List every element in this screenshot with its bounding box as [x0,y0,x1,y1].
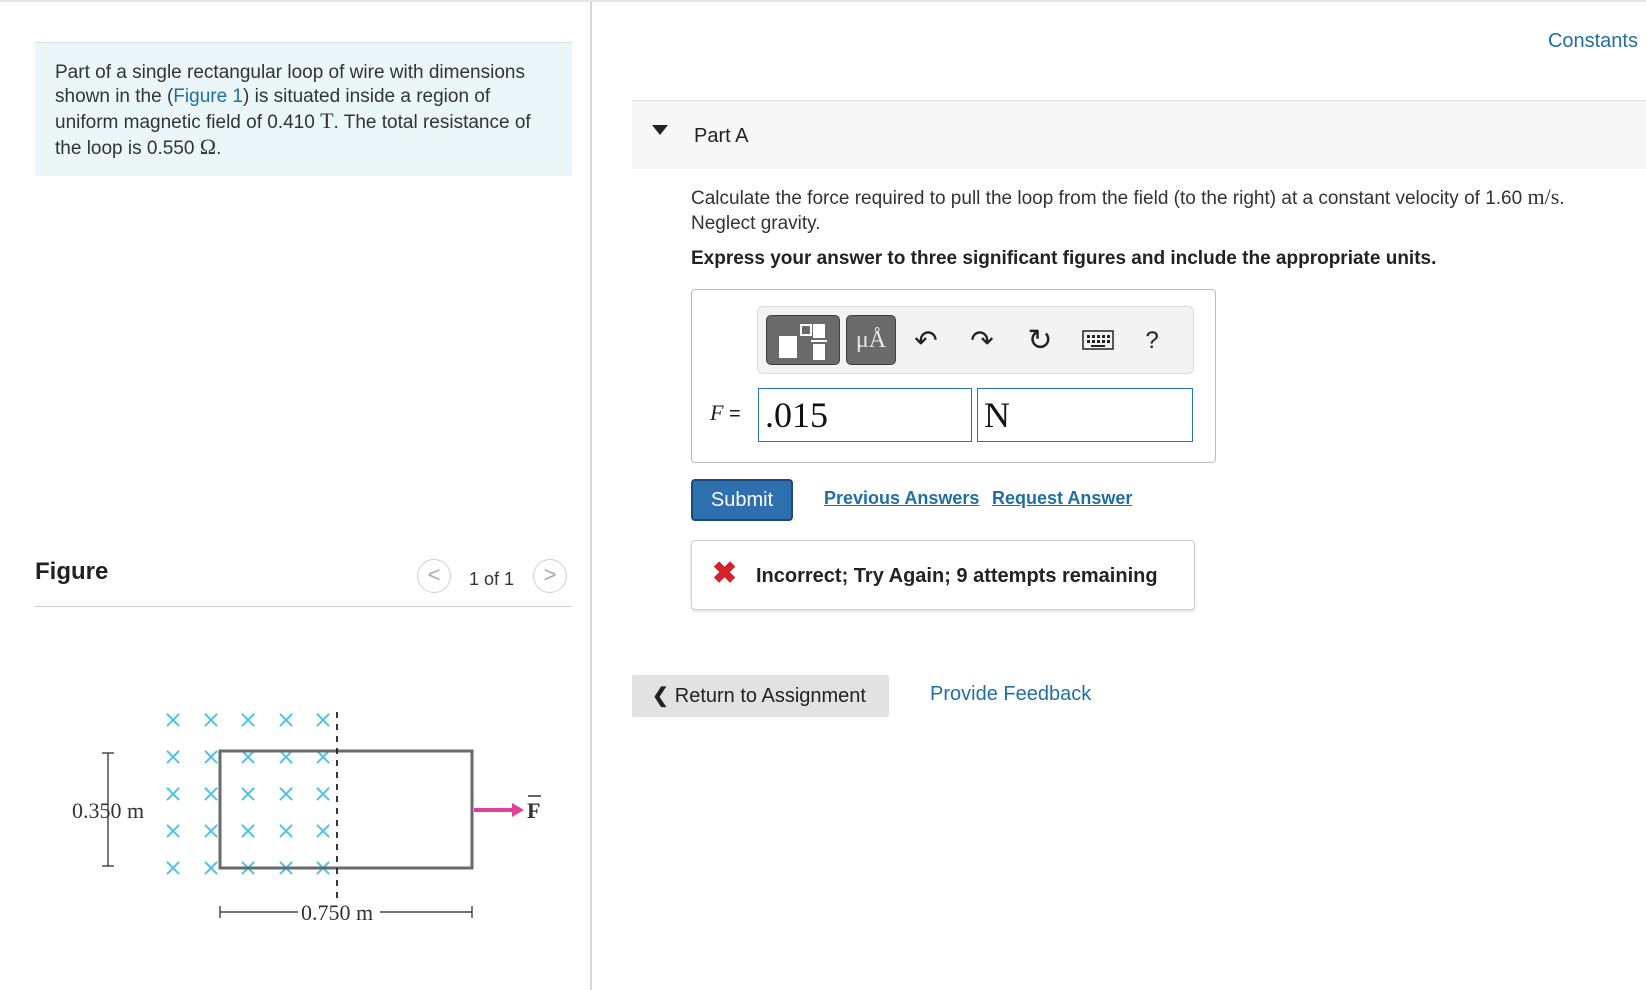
question-text [691,184,1631,236]
field-mark: × [238,853,259,882]
force-arrow-head [512,803,524,817]
field-mark: × [201,742,222,771]
problem-text [55,61,552,161]
width-label: 0.750 m [301,900,374,925]
answer-instruction: Express your answer to three significant figures and include the appropriate units. [691,248,1437,269]
template-block-icon [779,336,797,358]
height-label: 0.350 m [72,798,145,823]
answer-variable: F [710,400,724,425]
question-text-part: . Neglect gravity. [691,188,1565,234]
figure-title: Figure [35,558,109,585]
undo-icon[interactable]: ↶ [914,325,938,356]
answer-variable-label [710,400,741,426]
collapse-triangle-icon[interactable] [652,125,668,135]
question-text-part: Calculate the force required to pull the loop from the field (to the right) at a constant velocity of 1.60 [691,188,1528,209]
answer-box [691,289,1216,463]
answer-value-input[interactable] [758,388,972,442]
resistance-unit: Ω [199,134,217,159]
field-mark: × [163,816,184,845]
template-fraction-top-icon [813,324,825,338]
field-mark: × [238,705,259,734]
feedback-box [691,540,1195,610]
top-border [0,0,1646,2]
next-figure-button[interactable]: > [533,559,567,593]
feedback-message: Incorrect; Try Again; 9 attempts remaining [756,565,1158,587]
return-label: Return to Assignment [674,685,866,707]
answer-unit-input[interactable] [977,388,1193,442]
template-fraction-bottom-icon [813,344,825,360]
provide-feedback-link[interactable]: Provide Feedback [930,683,1092,705]
field-mark: × [201,853,222,882]
math-toolbar [757,306,1194,374]
return-to-assignment-button[interactable] [632,675,889,717]
magnetic-field-marks [163,706,333,882]
problem-text-part: . The total resistance of the loop is 0.550 [55,112,531,159]
request-answer-link[interactable]: Request Answer [992,488,1133,508]
template-fraction-line-icon [811,340,827,342]
force-label: F [527,798,541,823]
field-mark: × [276,779,297,808]
keyboard-glyph [1082,330,1114,350]
field-mark: × [163,705,184,734]
previous-answers-link[interactable]: Previous Answers [824,488,980,508]
field-mark: × [276,705,297,734]
field-mark: × [163,853,184,882]
velocity-unit: m/s [1527,184,1560,209]
field-mark: × [313,816,334,845]
figure-link[interactable]: Figure 1 [173,86,243,107]
field-unit: T [320,108,334,133]
submit-button[interactable]: Submit [691,479,793,521]
constants-link[interactable]: Constants [1547,30,1638,52]
field-mark: × [163,742,184,771]
previous-figure-button[interactable]: < [417,559,451,593]
field-mark: × [163,779,184,808]
field-mark: × [201,816,222,845]
incorrect-icon: ✖ [712,557,738,590]
figure-pager-count: 1 of 1 [469,569,515,589]
field-mark: × [276,742,297,771]
loop-diagram [60,700,560,940]
reset-icon[interactable]: ↻ [1027,324,1053,357]
field-mark: × [238,742,259,771]
problem-text-part: Part of a single rectangular loop of wire with dimensions shown in the ( [55,62,525,107]
field-mark: × [313,705,334,734]
field-mark: × [238,779,259,808]
field-mark: × [201,705,222,734]
keyboard-icon[interactable] [1078,321,1118,361]
problem-text-part: ) is situated inside a region of uniform magnetic field of 0.410 [55,86,491,133]
template-box-icon [800,324,812,336]
figure-header [35,556,572,607]
templates-button[interactable] [766,315,840,365]
redo-icon[interactable]: ↷ [970,325,994,356]
equals-sign: = [729,403,741,425]
part-a-header[interactable] [632,100,1646,169]
help-icon[interactable]: ? [1145,327,1159,354]
field-mark: × [276,853,297,882]
field-mark: × [276,816,297,845]
field-mark: × [313,779,334,808]
problem-text-part: . [216,138,222,159]
units-button[interactable]: μÅ [846,315,896,365]
chevron-left-icon: ❮ [652,685,669,707]
field-mark: × [238,816,259,845]
part-title: Part A [694,125,749,147]
problem-statement [35,42,572,176]
field-mark: × [201,779,222,808]
loop-figure [60,700,560,945]
field-mark: × [313,853,334,882]
field-mark: × [313,742,334,771]
panel-divider [590,2,592,990]
